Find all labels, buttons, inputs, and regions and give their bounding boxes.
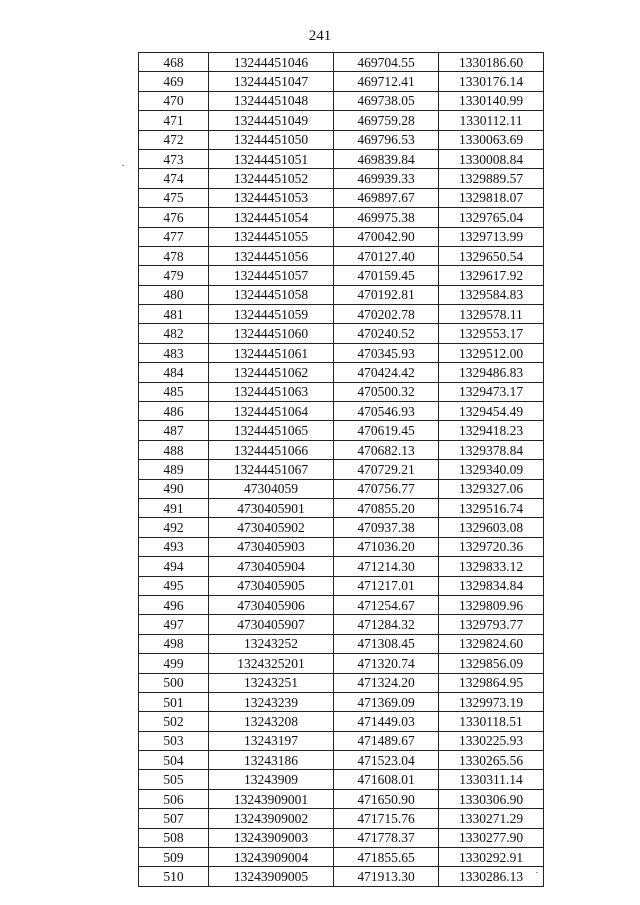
point-number-cell: 499	[139, 654, 209, 673]
x-coordinate-cell: 470424.42	[334, 363, 439, 382]
x-coordinate-cell: 470855.20	[334, 498, 439, 517]
point-id-cell: 13243251	[209, 673, 334, 692]
x-coordinate-cell: 470159.45	[334, 266, 439, 285]
table-row	[139, 498, 544, 517]
y-coordinate-cell: 1330118.51	[439, 712, 544, 731]
point-number-cell: 487	[139, 421, 209, 440]
point-id-cell: 13244451056	[209, 246, 334, 265]
table-row	[139, 343, 544, 362]
point-number-cell: 507	[139, 809, 209, 828]
x-coordinate-cell: 470682.13	[334, 440, 439, 459]
point-number-cell: 491	[139, 498, 209, 517]
table-row	[139, 266, 544, 285]
y-coordinate-cell: 1329713.99	[439, 227, 544, 246]
point-id-cell: 13243909003	[209, 828, 334, 847]
x-coordinate-cell: 471608.01	[334, 770, 439, 789]
point-id-cell: 13244451052	[209, 169, 334, 188]
table-row	[139, 518, 544, 537]
y-coordinate-cell: 1329809.96	[439, 595, 544, 614]
point-number-cell: 481	[139, 305, 209, 324]
point-number-cell: 495	[139, 576, 209, 595]
y-coordinate-cell: 1329973.19	[439, 692, 544, 711]
point-number-cell: 477	[139, 227, 209, 246]
scan-speck	[536, 872, 538, 873]
y-coordinate-cell: 1329378.84	[439, 440, 544, 459]
table-row	[139, 634, 544, 653]
x-coordinate-cell: 470937.38	[334, 518, 439, 537]
point-id-cell: 13244451055	[209, 227, 334, 246]
point-number-cell: 492	[139, 518, 209, 537]
point-id-cell: 13244451047	[209, 72, 334, 91]
x-coordinate-cell: 471715.76	[334, 809, 439, 828]
point-number-cell: 478	[139, 246, 209, 265]
point-number-cell: 470	[139, 91, 209, 110]
table-row	[139, 208, 544, 227]
point-id-cell: 13243909001	[209, 789, 334, 808]
point-number-cell: 500	[139, 673, 209, 692]
point-id-cell: 13244451060	[209, 324, 334, 343]
table-row	[139, 731, 544, 750]
x-coordinate-cell: 470192.81	[334, 285, 439, 304]
point-number-cell: 476	[139, 208, 209, 227]
point-number-cell: 479	[139, 266, 209, 285]
table-row	[139, 363, 544, 382]
point-number-cell: 504	[139, 751, 209, 770]
table-row	[139, 440, 544, 459]
point-number-cell: 509	[139, 848, 209, 867]
point-id-cell: 13243208	[209, 712, 334, 731]
coordinates-table	[138, 52, 544, 887]
point-number-cell: 510	[139, 867, 209, 886]
table-row	[139, 188, 544, 207]
table-row	[139, 615, 544, 634]
point-number-cell: 505	[139, 770, 209, 789]
y-coordinate-cell: 1330292.91	[439, 848, 544, 867]
table-row	[139, 324, 544, 343]
table-row	[139, 53, 544, 72]
point-number-cell: 493	[139, 537, 209, 556]
point-number-cell: 503	[139, 731, 209, 750]
y-coordinate-cell: 1330306.90	[439, 789, 544, 808]
point-id-cell: 13244451061	[209, 343, 334, 362]
table-row	[139, 751, 544, 770]
table-row	[139, 149, 544, 168]
x-coordinate-cell: 470756.77	[334, 479, 439, 498]
x-coordinate-cell: 470729.21	[334, 460, 439, 479]
point-number-cell: 471	[139, 111, 209, 130]
scan-speck	[122, 165, 124, 166]
y-coordinate-cell: 1329454.49	[439, 402, 544, 421]
point-id-cell: 1324325201	[209, 654, 334, 673]
y-coordinate-cell: 1329584.83	[439, 285, 544, 304]
point-number-cell: 482	[139, 324, 209, 343]
point-id-cell: 13243239	[209, 692, 334, 711]
x-coordinate-cell: 469939.33	[334, 169, 439, 188]
table-row	[139, 692, 544, 711]
table-row	[139, 654, 544, 673]
x-coordinate-cell: 471913.30	[334, 867, 439, 886]
x-coordinate-cell: 470240.52	[334, 324, 439, 343]
table-row	[139, 809, 544, 828]
table-row	[139, 848, 544, 867]
point-id-cell: 4730405902	[209, 518, 334, 537]
point-number-cell: 497	[139, 615, 209, 634]
x-coordinate-cell: 471489.67	[334, 731, 439, 750]
table-row	[139, 91, 544, 110]
x-coordinate-cell: 470500.32	[334, 382, 439, 401]
x-coordinate-cell: 470127.40	[334, 246, 439, 265]
y-coordinate-cell: 1330265.56	[439, 751, 544, 770]
point-number-cell: 473	[139, 149, 209, 168]
x-coordinate-cell: 469759.28	[334, 111, 439, 130]
y-coordinate-cell: 1329512.00	[439, 343, 544, 362]
point-number-cell: 475	[139, 188, 209, 207]
point-number-cell: 498	[139, 634, 209, 653]
x-coordinate-cell: 471254.67	[334, 595, 439, 614]
y-coordinate-cell: 1329834.84	[439, 576, 544, 595]
point-id-cell: 13243186	[209, 751, 334, 770]
point-id-cell: 4730405906	[209, 595, 334, 614]
x-coordinate-cell: 469712.41	[334, 72, 439, 91]
point-number-cell: 494	[139, 557, 209, 576]
x-coordinate-cell: 469738.05	[334, 91, 439, 110]
y-coordinate-cell: 1330140.99	[439, 91, 544, 110]
y-coordinate-cell: 1330112.11	[439, 111, 544, 130]
point-id-cell: 13244451059	[209, 305, 334, 324]
table-row	[139, 460, 544, 479]
x-coordinate-cell: 471449.03	[334, 712, 439, 731]
point-number-cell: 485	[139, 382, 209, 401]
y-coordinate-cell: 1330008.84	[439, 149, 544, 168]
point-id-cell: 4730405907	[209, 615, 334, 634]
x-coordinate-cell: 471855.65	[334, 848, 439, 867]
point-id-cell: 13244451065	[209, 421, 334, 440]
point-id-cell: 13244451049	[209, 111, 334, 130]
point-id-cell: 4730405903	[209, 537, 334, 556]
y-coordinate-cell: 1330186.60	[439, 53, 544, 72]
page-number: 241	[308, 28, 332, 44]
x-coordinate-cell: 470345.93	[334, 343, 439, 362]
x-coordinate-cell: 469839.84	[334, 149, 439, 168]
point-id-cell: 13244451054	[209, 208, 334, 227]
x-coordinate-cell: 470619.45	[334, 421, 439, 440]
point-id-cell: 13244451051	[209, 149, 334, 168]
x-coordinate-cell: 471036.20	[334, 537, 439, 556]
table-row	[139, 402, 544, 421]
point-id-cell: 47304059	[209, 479, 334, 498]
point-id-cell: 13244451063	[209, 382, 334, 401]
x-coordinate-cell: 471320.74	[334, 654, 439, 673]
x-coordinate-cell: 471284.32	[334, 615, 439, 634]
x-coordinate-cell: 471650.90	[334, 789, 439, 808]
point-id-cell: 13243252	[209, 634, 334, 653]
table-row	[139, 72, 544, 91]
y-coordinate-cell: 1330271.29	[439, 809, 544, 828]
point-id-cell: 4730405904	[209, 557, 334, 576]
table-row	[139, 111, 544, 130]
point-number-cell: 501	[139, 692, 209, 711]
point-id-cell: 13243197	[209, 731, 334, 750]
table-row	[139, 169, 544, 188]
point-id-cell: 13244451046	[209, 53, 334, 72]
table-row	[139, 421, 544, 440]
x-coordinate-cell: 469975.38	[334, 208, 439, 227]
y-coordinate-cell: 1329473.17	[439, 382, 544, 401]
point-id-cell: 13243909005	[209, 867, 334, 886]
table-row	[139, 712, 544, 731]
table-row	[139, 305, 544, 324]
y-coordinate-cell: 1329793.77	[439, 615, 544, 634]
table-row	[139, 595, 544, 614]
y-coordinate-cell: 1329856.09	[439, 654, 544, 673]
y-coordinate-cell: 1329765.04	[439, 208, 544, 227]
point-number-cell: 506	[139, 789, 209, 808]
table-row	[139, 557, 544, 576]
y-coordinate-cell: 1329340.09	[439, 460, 544, 479]
x-coordinate-cell: 469897.67	[334, 188, 439, 207]
y-coordinate-cell: 1329833.12	[439, 557, 544, 576]
y-coordinate-cell: 1329864.95	[439, 673, 544, 692]
x-coordinate-cell: 469796.53	[334, 130, 439, 149]
point-number-cell: 489	[139, 460, 209, 479]
point-number-cell: 483	[139, 343, 209, 362]
y-coordinate-cell: 1329486.83	[439, 363, 544, 382]
point-id-cell: 13243909002	[209, 809, 334, 828]
x-coordinate-cell: 469704.55	[334, 53, 439, 72]
point-number-cell: 502	[139, 712, 209, 731]
y-coordinate-cell: 1329720.36	[439, 537, 544, 556]
table-body	[139, 53, 544, 887]
y-coordinate-cell: 1329889.57	[439, 169, 544, 188]
y-coordinate-cell: 1329617.92	[439, 266, 544, 285]
point-id-cell: 13244451048	[209, 91, 334, 110]
point-id-cell: 13244451050	[209, 130, 334, 149]
point-id-cell: 13244451067	[209, 460, 334, 479]
point-number-cell: 496	[139, 595, 209, 614]
table-row	[139, 285, 544, 304]
point-number-cell: 469	[139, 72, 209, 91]
table-row	[139, 789, 544, 808]
table-row	[139, 130, 544, 149]
point-id-cell: 4730405905	[209, 576, 334, 595]
table-row	[139, 828, 544, 847]
x-coordinate-cell: 471523.04	[334, 751, 439, 770]
y-coordinate-cell: 1329818.07	[439, 188, 544, 207]
table-row	[139, 246, 544, 265]
y-coordinate-cell: 1330286.13	[439, 867, 544, 886]
y-coordinate-cell: 1329603.08	[439, 518, 544, 537]
point-id-cell: 13243909004	[209, 848, 334, 867]
y-coordinate-cell: 1329516.74	[439, 498, 544, 517]
table-row	[139, 673, 544, 692]
table-row	[139, 576, 544, 595]
table-row	[139, 867, 544, 886]
y-coordinate-cell: 1329650.54	[439, 246, 544, 265]
y-coordinate-cell: 1329824.60	[439, 634, 544, 653]
y-coordinate-cell: 1330311.14	[439, 770, 544, 789]
table-row	[139, 479, 544, 498]
point-id-cell: 13244451058	[209, 285, 334, 304]
point-number-cell: 486	[139, 402, 209, 421]
point-id-cell: 13244451062	[209, 363, 334, 382]
x-coordinate-cell: 471324.20	[334, 673, 439, 692]
y-coordinate-cell: 1329327.06	[439, 479, 544, 498]
point-number-cell: 490	[139, 479, 209, 498]
x-coordinate-cell: 471369.09	[334, 692, 439, 711]
y-coordinate-cell: 1329418.23	[439, 421, 544, 440]
point-id-cell: 13244451053	[209, 188, 334, 207]
y-coordinate-cell: 1330225.93	[439, 731, 544, 750]
point-id-cell: 13243909	[209, 770, 334, 789]
point-id-cell: 13244451057	[209, 266, 334, 285]
x-coordinate-cell: 471308.45	[334, 634, 439, 653]
y-coordinate-cell: 1330176.14	[439, 72, 544, 91]
y-coordinate-cell: 1329553.17	[439, 324, 544, 343]
point-number-cell: 474	[139, 169, 209, 188]
x-coordinate-cell: 471217.01	[334, 576, 439, 595]
point-number-cell: 508	[139, 828, 209, 847]
point-number-cell: 488	[139, 440, 209, 459]
x-coordinate-cell: 471214.30	[334, 557, 439, 576]
x-coordinate-cell: 471778.37	[334, 828, 439, 847]
table-row	[139, 537, 544, 556]
y-coordinate-cell: 1329578.11	[439, 305, 544, 324]
x-coordinate-cell: 470042.90	[334, 227, 439, 246]
y-coordinate-cell: 1330277.90	[439, 828, 544, 847]
x-coordinate-cell: 470546.93	[334, 402, 439, 421]
point-number-cell: 484	[139, 363, 209, 382]
y-coordinate-cell: 1330063.69	[439, 130, 544, 149]
x-coordinate-cell: 470202.78	[334, 305, 439, 324]
point-number-cell: 480	[139, 285, 209, 304]
point-number-cell: 468	[139, 53, 209, 72]
table-row	[139, 382, 544, 401]
table-row	[139, 227, 544, 246]
point-id-cell: 4730405901	[209, 498, 334, 517]
point-id-cell: 13244451064	[209, 402, 334, 421]
point-number-cell: 472	[139, 130, 209, 149]
table-row	[139, 770, 544, 789]
point-id-cell: 13244451066	[209, 440, 334, 459]
